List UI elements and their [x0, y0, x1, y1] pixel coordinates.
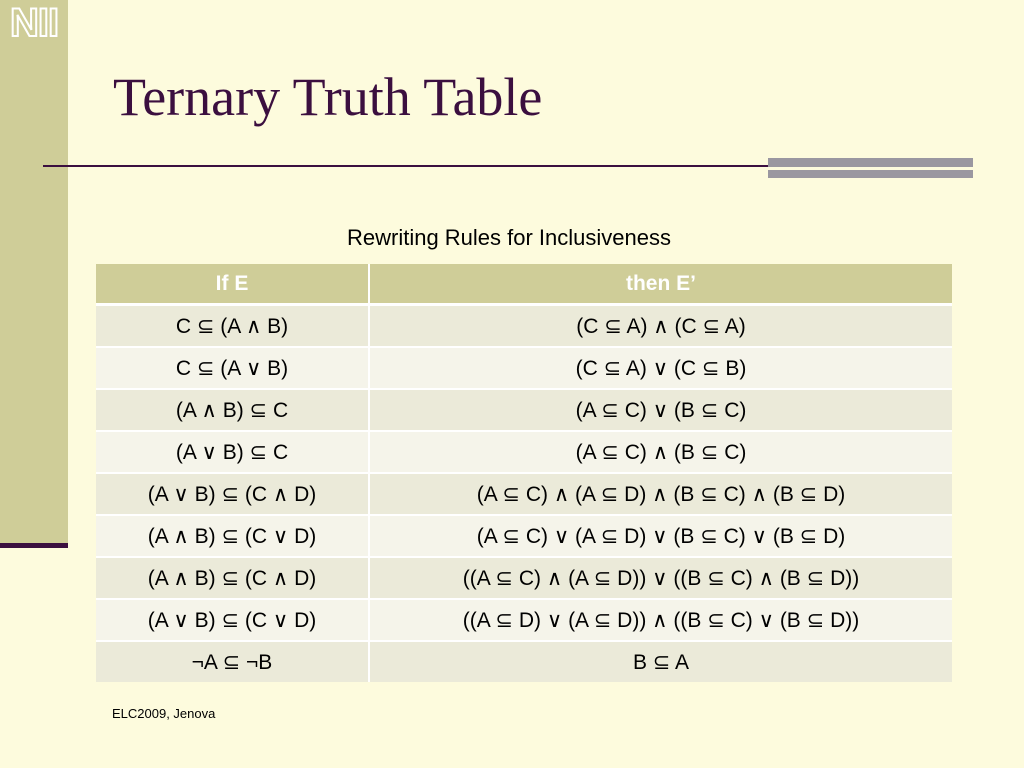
side-accent-bar [0, 0, 68, 545]
table-row [96, 347, 952, 389]
title-divider [43, 165, 773, 167]
cell-if-e: ¬A ⊆ ¬B [96, 641, 369, 682]
cell-if-e: (A ∧ B) ⊆ C [96, 389, 369, 431]
table-row [96, 431, 952, 473]
cell-if-e: (A ∧ B) ⊆ (C ∨ D) [96, 515, 369, 557]
slide-title: Ternary Truth Table [113, 67, 543, 127]
cell-then-e: ((A ⊆ D) ∨ (A ⊆ D)) ∧ ((B ⊆ C) ∨ (B ⊆ D)) [369, 599, 952, 641]
table-row [96, 305, 952, 348]
cell-then-e: (C ⊆ A) ∧ (C ⊆ A) [369, 305, 952, 348]
cell-then-e: (C ⊆ A) ∨ (C ⊆ B) [369, 347, 952, 389]
table-row [96, 557, 952, 599]
decorative-bar-top [768, 158, 973, 167]
table-row [96, 641, 952, 682]
cell-if-e: (A ∨ B) ⊆ (C ∧ D) [96, 473, 369, 515]
table-row [96, 389, 952, 431]
cell-if-e: (A ∨ B) ⊆ (C ∨ D) [96, 599, 369, 641]
cell-if-e: (A ∧ B) ⊆ (C ∧ D) [96, 557, 369, 599]
cell-if-e: C ⊆ (A ∨ B) [96, 347, 369, 389]
cell-then-e: (A ⊆ C) ∧ (B ⊆ C) [369, 431, 952, 473]
cell-then-e: ((A ⊆ C) ∧ (A ⊆ D)) ∨ ((B ⊆ C) ∧ (B ⊆ D)) [369, 557, 952, 599]
cell-then-e: (A ⊆ C) ∧ (A ⊆ D) ∧ (B ⊆ C) ∧ (B ⊆ D) [369, 473, 952, 515]
table-row [96, 473, 952, 515]
cell-then-e: B ⊆ A [369, 641, 952, 682]
cell-then-e: (A ⊆ C) ∨ (A ⊆ D) ∨ (B ⊆ C) ∨ (B ⊆ D) [369, 515, 952, 557]
header-if-e: If E [96, 264, 369, 305]
cell-then-e: (A ⊆ C) ∨ (B ⊆ C) [369, 389, 952, 431]
cell-if-e: C ⊆ (A ∧ B) [96, 305, 369, 348]
header-then-e: then E’ [369, 264, 952, 305]
nii-logo: NII [9, 1, 59, 45]
rewriting-rules-table [96, 264, 952, 682]
footer-text: ELC2009, Jenova [112, 706, 216, 721]
decorative-bar-bottom [768, 170, 973, 178]
side-accent-rule [0, 543, 68, 548]
table-header-row [96, 264, 952, 305]
table-row [96, 599, 952, 641]
table-caption: Rewriting Rules for Inclusiveness [346, 225, 672, 250]
cell-if-e: (A ∨ B) ⊆ C [96, 431, 369, 473]
table-row [96, 515, 952, 557]
